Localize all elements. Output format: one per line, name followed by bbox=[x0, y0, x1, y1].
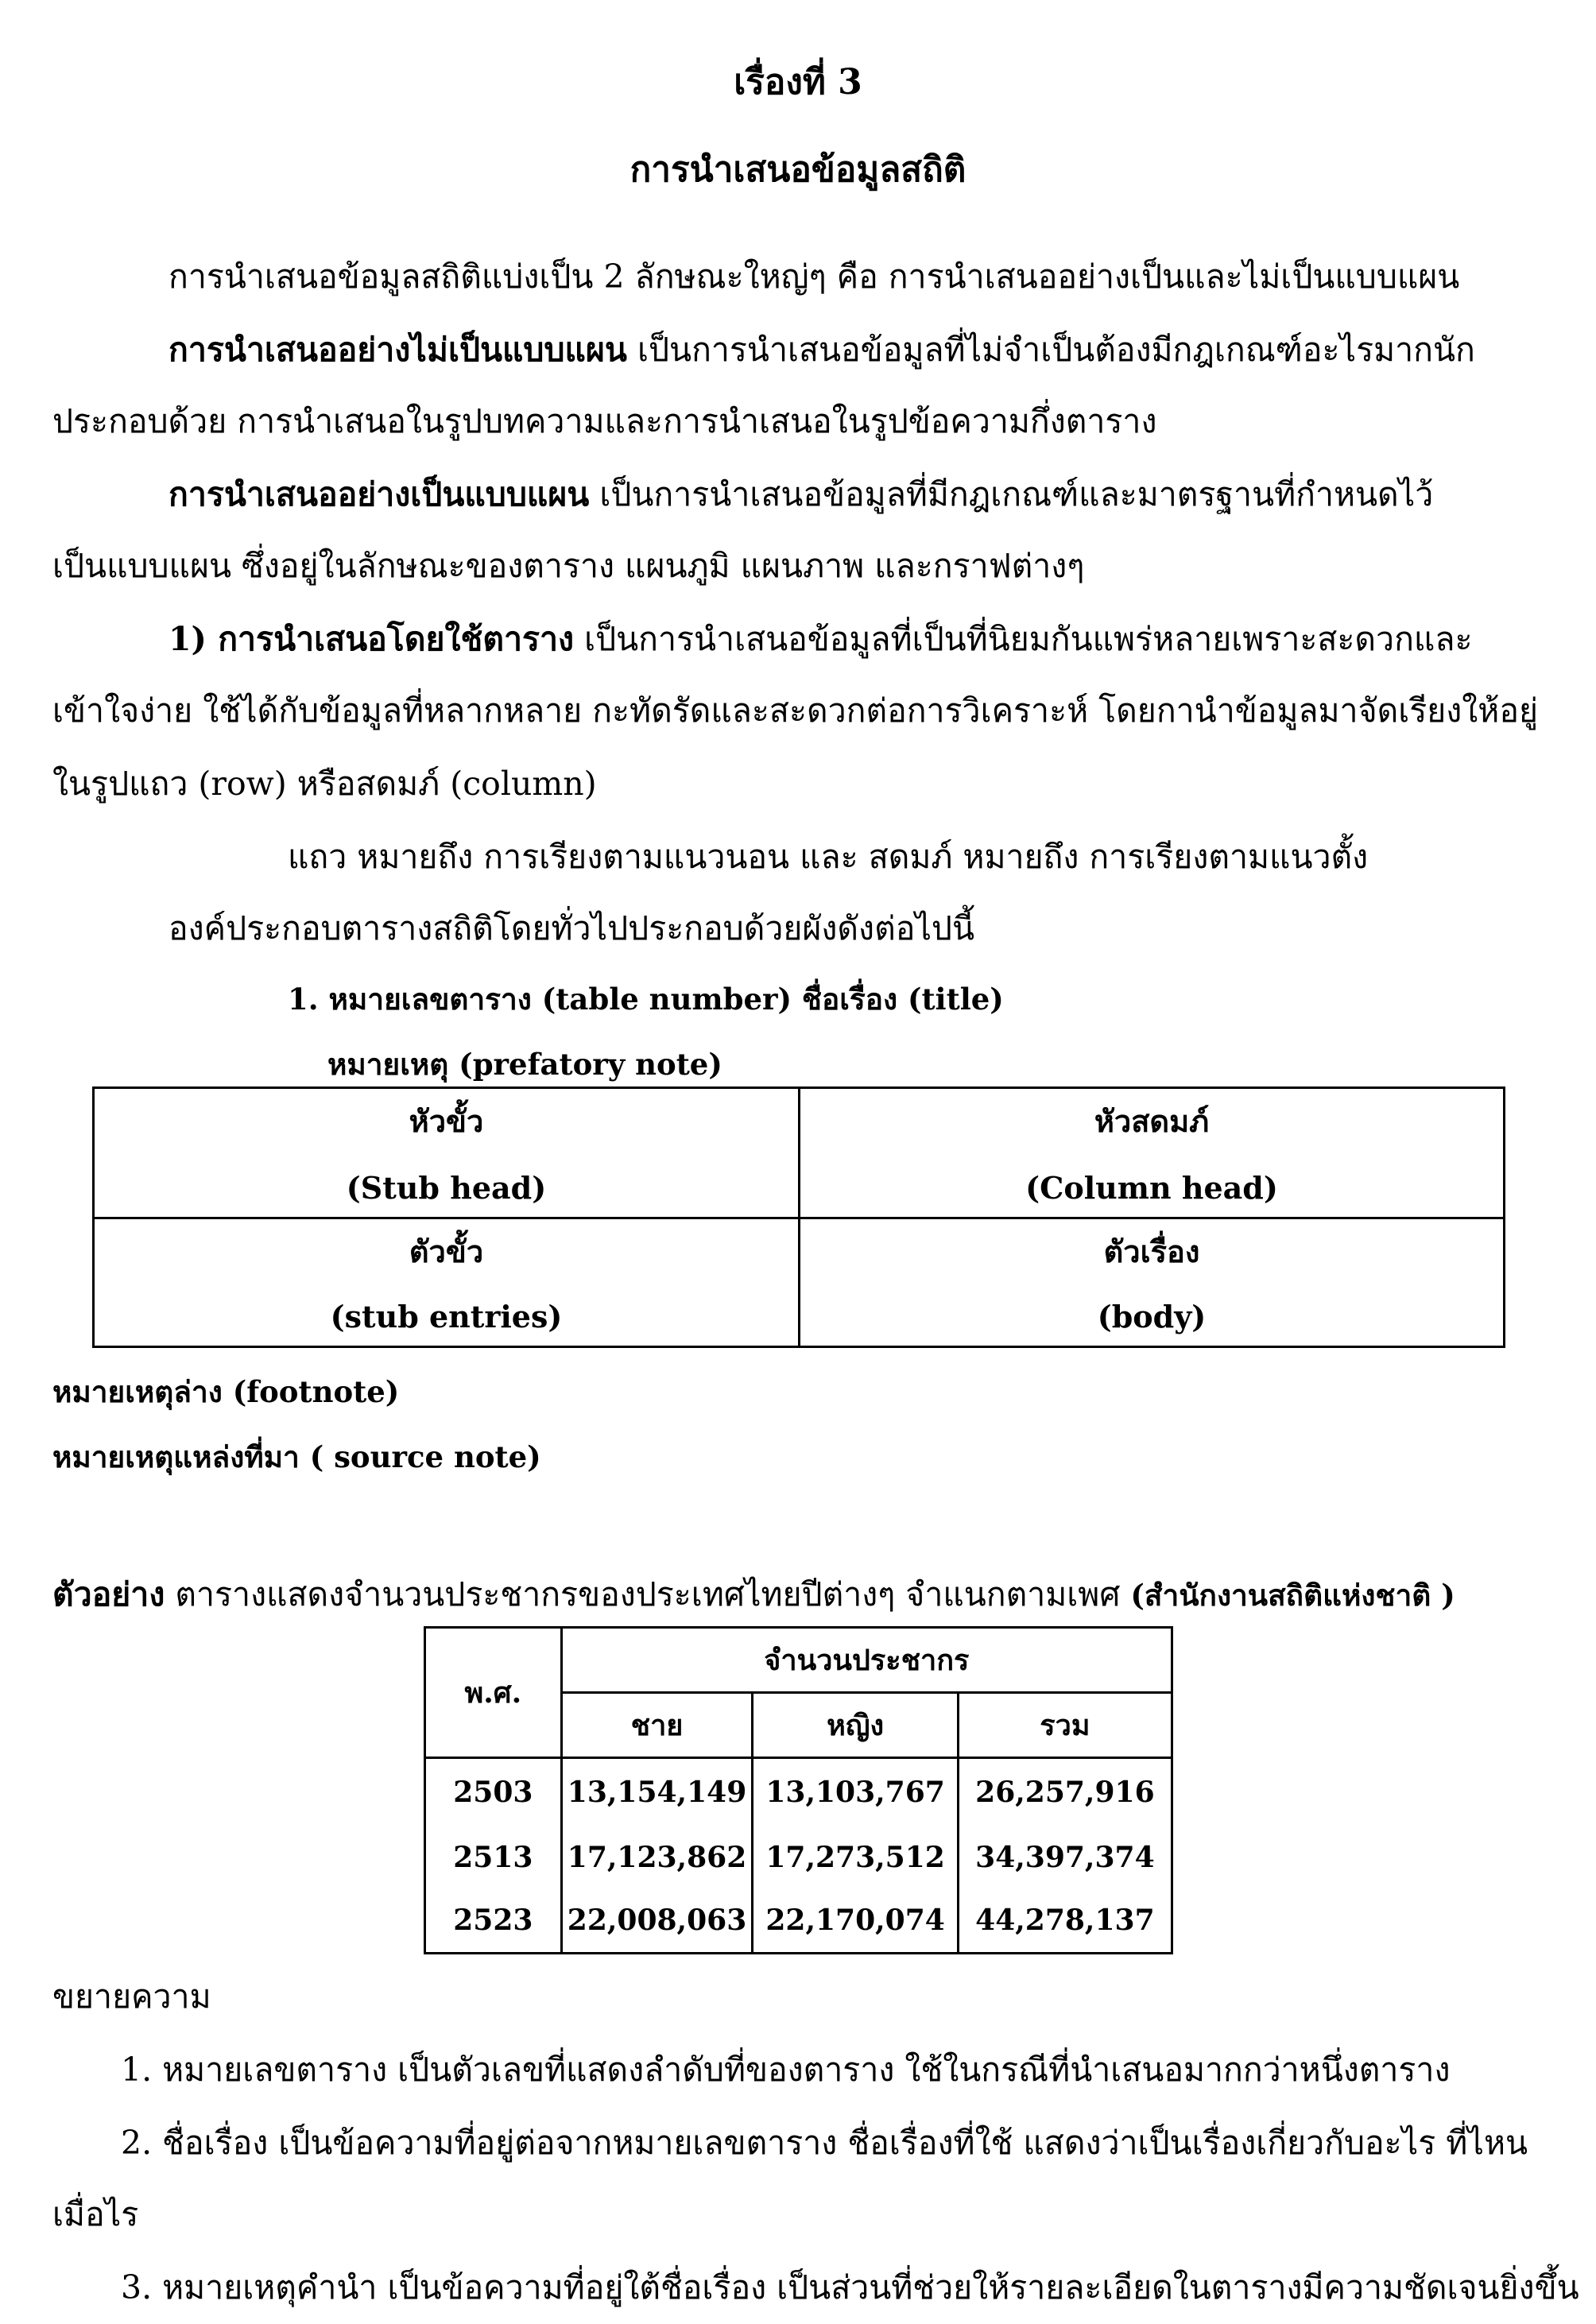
footnote-label: หมายเหตุล่าง (footnote) bbox=[52, 1374, 400, 1409]
example-label: ตัวอย่าง bbox=[52, 1575, 165, 1613]
total-cell: 34,397,374 bbox=[958, 1826, 1172, 1888]
formal-text: เป็นการนำเสนอข้อมูลที่มีกฎเกณฑ์และมาตรฐานที่กำหนดไว้ bbox=[589, 475, 1434, 513]
chapter-number: เรื่องที่ 3 bbox=[734, 62, 862, 103]
table-method bbox=[169, 614, 1472, 665]
body-th: ตัวเรื่อง bbox=[1103, 1234, 1200, 1269]
table-row bbox=[425, 1826, 1172, 1888]
column-head-en: (Column head) bbox=[1025, 1170, 1278, 1206]
female-cell: 13,103,767 bbox=[753, 1758, 958, 1826]
table-number-title: 1. หมายเลขตาราง (table number) ชื่อเรื่อง (title) bbox=[288, 982, 1004, 1017]
stub-entries-cell bbox=[95, 1219, 800, 1346]
table-method-term: 1) การนำเสนอโดยใช้ตาราง bbox=[169, 620, 575, 658]
informal-text: เป็นการนำเสนอข้อมูลที่ไม่จำเป็นต้องมีกฎเกณฑ์อะไรมากนัก bbox=[626, 331, 1475, 369]
stub-head-en: (Stub head) bbox=[346, 1170, 547, 1206]
year-header: พ.ศ. bbox=[425, 1628, 562, 1758]
prefatory-note: หมายเหตุ (prefatory note) bbox=[327, 1047, 722, 1082]
table-row bbox=[425, 1758, 1172, 1826]
male-header: ชาย bbox=[561, 1693, 753, 1758]
table-method-line2: เข้าใจง่าย ใช้ได้กับข้อมูลที่หลากหลาย กะทัดรัดและสะดวกต่อการวิเคราะห์ โดยกานำข้อมูลมาจัดเรียงให้อยู่ bbox=[52, 691, 1538, 730]
table-method-text: เป็นการนำเสนอข้อมูลที่เป็นที่นิยมกันแพร่หลายเพราะสะดวกและ bbox=[574, 620, 1473, 658]
intro-line: การนำเสนอข้อมูลสถิติแบ่งเป็น 2 ลักษณะใหญ่ๆ คือ การนำเสนออย่างเป็นและไม่เป็นแบบแผน bbox=[169, 258, 1460, 296]
row-column-definition: แถว หมายถึง การเรียงตามแนวนอน และ สดมภ์ หมายถึง การเรียงตามแนวตั้ง bbox=[288, 838, 1369, 876]
stub-entries-en: (stub entries) bbox=[330, 1299, 563, 1334]
year-cell: 2523 bbox=[425, 1888, 562, 1954]
body-cell bbox=[800, 1219, 1503, 1346]
explanation-heading: ขยายความ bbox=[52, 1977, 211, 2016]
example-source: (สำนักงานสถิติแห่งชาติ ) bbox=[1130, 1578, 1455, 1613]
informal-line2: ประกอบด้วย การนำเสนอในรูปบทความและการนำเสนอในรูปข้อความกึ่งตาราง bbox=[52, 402, 1157, 440]
stub-entries-th: ตัวขั้ว bbox=[409, 1234, 484, 1269]
total-cell: 26,257,916 bbox=[958, 1758, 1172, 1826]
year-cell: 2503 bbox=[425, 1758, 562, 1826]
page-title: การนำเสนอข้อมูลสถิติ bbox=[629, 149, 967, 190]
formal-definition bbox=[169, 469, 1433, 521]
table-structure-diagram bbox=[92, 1086, 1505, 1348]
stub-head-cell bbox=[95, 1089, 800, 1219]
table-row bbox=[425, 1888, 1172, 1954]
stub-head-th: หัวขั้ว bbox=[409, 1103, 484, 1139]
explanation-item-1: 1. หมายเลขตาราง เป็นตัวเลขที่แสดงลำดับที่ของตาราง ใช้ในกรณีที่นำเสนอมากกว่าหนึ่งตาราง bbox=[121, 2051, 1451, 2089]
formal-line2: เป็นแบบแผน ซึ่งอยู่ในลักษณะของตาราง แผนภูมิ แผนภาพ และกราฟต่างๆ bbox=[52, 547, 1085, 585]
year-cell: 2513 bbox=[425, 1826, 562, 1888]
male-cell: 17,123,862 bbox=[561, 1826, 753, 1888]
components-intro: องค์ประกอบตารางสถิติโดยทั่วไปประกอบด้วยผังดังต่อไปนี้ bbox=[169, 909, 974, 947]
column-head-th: หัวสดมภ์ bbox=[1094, 1103, 1210, 1139]
male-cell: 13,154,149 bbox=[561, 1758, 753, 1826]
column-head-cell bbox=[800, 1089, 1503, 1219]
population-table bbox=[424, 1626, 1173, 1954]
total-header: รวม bbox=[958, 1693, 1172, 1758]
female-header: หญิง bbox=[753, 1693, 958, 1758]
total-cell: 44,278,137 bbox=[958, 1888, 1172, 1954]
formal-term: การนำเสนออย่างเป็นแบบแผน bbox=[169, 475, 590, 513]
female-cell: 17,273,512 bbox=[753, 1826, 958, 1888]
explanation-item-2-cont: เมื่อไร bbox=[52, 2195, 139, 2233]
informal-term: การนำเสนออย่างไม่เป็นแบบแผน bbox=[169, 331, 627, 369]
female-cell: 22,170,074 bbox=[753, 1888, 958, 1954]
informal-definition bbox=[169, 324, 1475, 376]
male-cell: 22,008,063 bbox=[561, 1888, 753, 1954]
example-caption bbox=[52, 1569, 1455, 1621]
population-group-header: จำนวนประชากร bbox=[561, 1628, 1172, 1693]
body-en: (body) bbox=[1097, 1299, 1207, 1334]
example-text: ตารางแสดงจำนวนประชากรของประเทศไทยปีต่างๆ จำแนกตามเพศ bbox=[165, 1575, 1131, 1613]
table-method-line3: ในรูปแถว (row) หรือสดมภ์ (column) bbox=[52, 765, 597, 803]
source-note-label: หมายเหตุแหล่งที่มา ( source note) bbox=[52, 1439, 541, 1474]
explanation-item-2: 2. ชื่อเรื่อง เป็นข้อความที่อยู่ต่อจากหมายเลขตาราง ชื่อเรื่องที่ใช้ แสดงว่าเป็นเรื่องเกี่ยวกับอะไร ที่ไหน bbox=[121, 2124, 1528, 2162]
explanation-item-3: 3. หมายเหตุคำนำ เป็นข้อความที่อยู่ใต้ชื่อเรื่อง เป็นส่วนที่ช่วยให้รายละเอียดในตารางมีความชัดเจนยิ่งขึ้น bbox=[121, 2268, 1579, 2307]
